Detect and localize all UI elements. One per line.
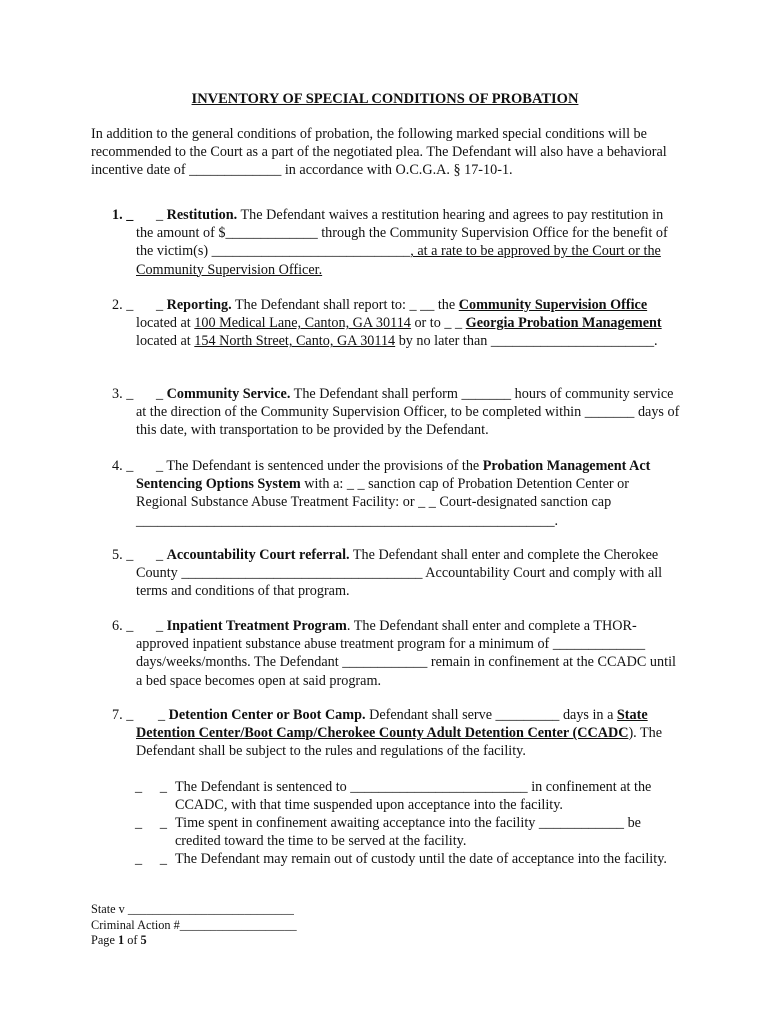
condition-item-accountability-court	[112, 546, 682, 601]
sub-condition-out-of-custody	[135, 850, 685, 868]
item-text: by no later than _______________________.	[395, 333, 658, 350]
office-name-community-supervision: Community Supervision Office	[458, 297, 648, 313]
condition-item-reporting	[112, 296, 682, 351]
item-text: The Defendant shall perform _______ hours of community service at the direction of the Community Supervision Officer, to be completed within _______ days of this date, with transportation to be provided by the Defendant.	[136, 386, 680, 439]
item-heading: Community Service.	[166, 386, 291, 402]
footer-page-number	[91, 933, 297, 949]
item-checkbox-blank[interactable]: _	[158, 707, 169, 723]
page-of: of	[124, 933, 141, 948]
item-checkbox-blank[interactable]: _	[156, 618, 167, 634]
item-checkbox-blank[interactable]: _	[156, 297, 167, 313]
document-title: INVENTORY OF SPECIAL CONDITIONS OF PROBATION	[191, 91, 579, 107]
item-heading: Accountability Court referral.	[166, 547, 350, 563]
facility-name: State Detention Center/Boot Camp/Cherokee County Adult Detention Center (CCADC	[136, 707, 648, 742]
item-text: The Defendant waives a restitution hearing and agrees to pay restitution in the amount of $_____________ through the Community Supervision Office for the benefit of the victim(s) ____________________________	[136, 207, 668, 260]
condition-item-community-service	[112, 385, 682, 440]
sub-condition-text: Time spent in confinement awaiting acceptance into the facility ____________ be credited toward the time to be served at the facility.	[175, 815, 641, 850]
office-name-georgia-probation: Georgia Probation Management	[465, 315, 662, 332]
sub-condition-time-credited	[135, 814, 685, 850]
item-number: 6. _	[112, 618, 134, 634]
item-text: located at	[136, 315, 195, 332]
office-address-2: 154 North Street, Canto, GA 30114	[194, 333, 396, 350]
item-number: 5. _	[112, 547, 134, 563]
sub-checkbox-blank[interactable]: _ _	[135, 779, 167, 795]
sub-checkbox-blank[interactable]: _ _	[135, 815, 167, 831]
item-text: The Defendant is sentenced under the provisions of the	[166, 458, 483, 474]
sub-condition-text: The Defendant is sentenced to _________________________ in confinement at the CCADC, with that time suspended upon acceptance into the facility.	[175, 779, 652, 814]
condition-item-restitution	[112, 206, 682, 279]
condition-item-pmas	[112, 457, 682, 530]
item-number: 1. _	[112, 207, 134, 223]
item-text: . The Defendant shall enter and complete a THOR-approved inpatient substance abuse treatment program for a minimum of _____________ days/weeks/months. The Defendant ____________ remain in confinement at the CCADC until a bed space becomes open at said program.	[136, 618, 676, 689]
intro-paragraph: In addition to the general conditions of probation, the following marked special conditions will be recommended to the Court as a part of the negotiated plea. The Defendant will also have a behavioral incentive date of _____________ in accordance with O.C.G.A. § 17-10-1.	[91, 126, 667, 178]
item-number: 2. _	[112, 297, 134, 313]
item-checkbox-blank[interactable]: _	[156, 458, 167, 474]
item-text: The Defendant shall report to: _ __ the	[231, 297, 459, 313]
item-heading: Reporting.	[166, 297, 232, 313]
item-checkbox-blank[interactable]: _	[156, 386, 167, 402]
item-checkbox-blank[interactable]: _	[156, 547, 167, 563]
item-text: located at	[136, 333, 195, 350]
condition-item-inpatient-treatment	[112, 617, 682, 690]
page-label: Page	[91, 933, 118, 948]
item-checkbox-blank[interactable]: _	[156, 207, 167, 223]
page-footer	[91, 902, 297, 949]
item-number: 4. _	[112, 458, 134, 474]
condition-item-detention-center	[112, 706, 682, 761]
item-number: 3. _	[112, 386, 134, 402]
item-number: 7. _	[112, 707, 134, 723]
item-heading: Inpatient Treatment Program	[166, 618, 347, 634]
item-heading: Restitution.	[166, 207, 238, 223]
item-text: ). The Defendant shall be subject to the rules and regulations of the facility.	[136, 725, 663, 760]
sub-condition-text: The Defendant may remain out of custody until the date of acceptance into the facility.	[175, 851, 667, 867]
item-text-underlined: , at a rate to be approved by the Court or the Community Supervision Officer.	[136, 243, 661, 278]
item-text: Defendant shall serve _________ days in a	[365, 707, 617, 723]
page-current: 1	[117, 933, 125, 948]
item-text: The Defendant shall enter and complete the Cherokee County __________________________________ Accountability Court and comply with all terms and conditions of that program.	[136, 547, 663, 600]
footer-state-line: State v ___________________________	[91, 902, 294, 916]
item-text: or to _ _	[410, 315, 466, 332]
sub-condition-sentenced	[135, 778, 685, 814]
office-address-1: 100 Medical Lane, Canton, GA 30114	[194, 315, 411, 332]
footer-criminal-action-line: Criminal Action #___________________	[91, 917, 297, 932]
item-text: with a: _ _ sanction cap of Probation Detention Center or Regional Substance Abuse Treatment Facility: or _ _ Court-designated sanction cap ___________________________________________________________.	[136, 476, 629, 529]
item-heading: Probation Management Act Sentencing Options System	[136, 458, 651, 493]
page-total: 5	[140, 933, 147, 948]
sub-checkbox-blank[interactable]: _ _	[135, 851, 167, 867]
item-heading: Detention Center or Boot Camp.	[168, 707, 366, 723]
